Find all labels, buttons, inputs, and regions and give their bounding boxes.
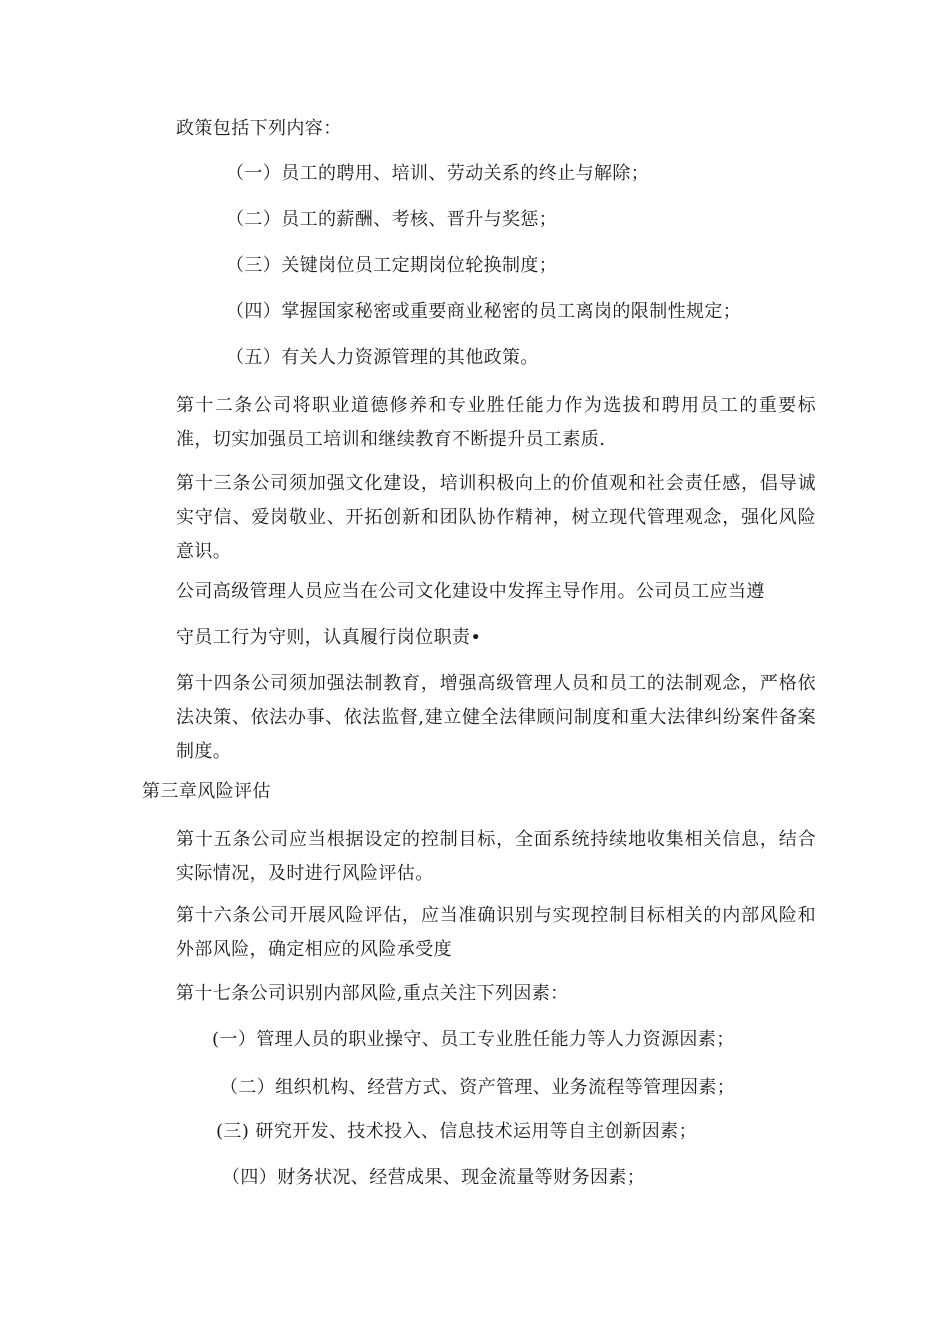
risk-item-3: (三) 研究开发、技术投入、信息技术运用等自主创新因素； (216, 1121, 697, 1142)
article-15: 第十五条公司应当根据设定的控制目标，全面系统持续地收集相关信息，结合实际情况，及时进行风险评估。 (176, 829, 816, 884)
culture-line-1: 公司高级管理人员应当在公司文化建设中发挥主导作用。公司员工应当遵 (176, 581, 765, 602)
article-12: 第十二条公司将职业道德修养和专业胜任能力作为选拔和聘用员工的重要标准，切实加强员工培训和继续教育不断提升员工素质. (176, 395, 816, 450)
policy-item-1: （一）员工的聘用、培训、劳动关系的终止与解除； (226, 163, 650, 184)
policy-item-2: （二）员工的薪酬、考核、晋升与奖惩； (226, 209, 558, 230)
risk-item-2: （二）组织机构、经营方式、资产管理、业务流程等管理因素； (220, 1077, 736, 1098)
risk-item-1: (一）管理人员的职业操守、员工专业胜任能力等人力资源因素； (212, 1029, 735, 1050)
article-16: 第十六条公司开展风险评估，应当准确识别与实现控制目标相关的内部风险和外部风险，确定相应的风险承受度 (176, 905, 816, 960)
policy-item-3: （三）关键岗位员工定期岗位轮换制度； (226, 255, 558, 276)
policy-item-5: （五）有关人力资源管理的其他政策。 (226, 347, 539, 368)
intro-text: 政策包括下列内容： (176, 118, 342, 139)
policy-item-4: （四）掌握国家秘密或重要商业秘密的员工离岗的限制性规定； (226, 301, 742, 322)
article-14: 第十四条公司须加强法制教育，增强高级管理人员和员工的法制观念，严格依法决策、依法办事、依法监督,建立健全法律顾问制度和重大法律纠纷案件备案制度。 (176, 673, 816, 762)
culture-line-2: 守员工行为守则，认真履行岗位职责• (176, 627, 482, 648)
article-13: 第十三条公司须加强文化建设，培训积极向上的价值观和社会责任感，倡导诚实守信、爱岗敬业、开拓创新和团队协作精神，树立现代管理观念，强化风险意识。 (176, 473, 816, 562)
chapter-heading: 第三章风险评估 (142, 781, 271, 802)
risk-item-4: （四）财务状况、经营成果、现金流量等财务因素； (222, 1167, 646, 1188)
article-17: 第十七条公司识别内部风险,重点关注下列因素： (176, 983, 569, 1004)
